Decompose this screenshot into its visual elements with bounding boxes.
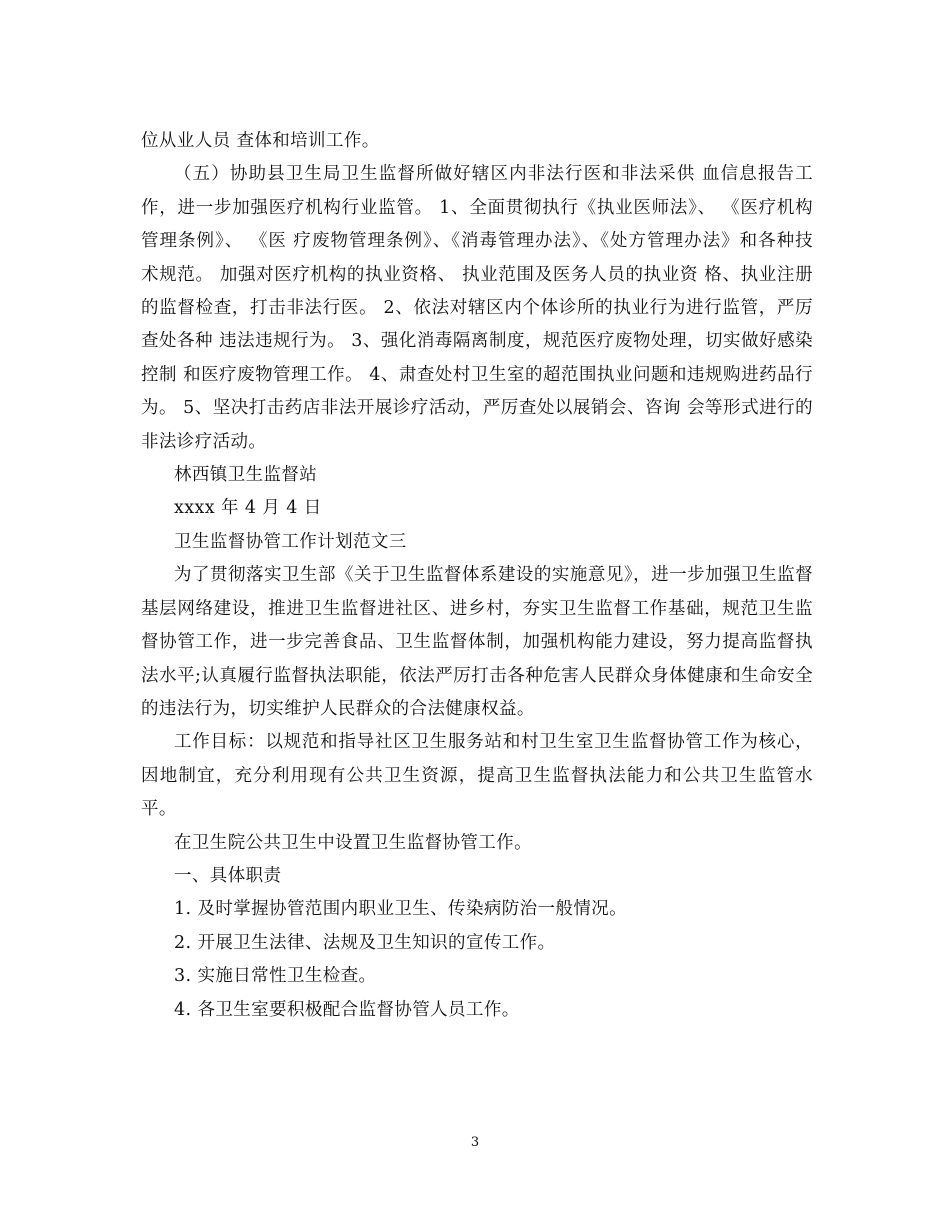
paragraph-work-goal: 工作目标：以规范和指导社区卫生服务站和村卫生室卫生监督协管工作为核心，因地制宜，充分利用现有公共卫生资源，提高卫生监督执法能力和公共卫生监管水平。 — [141, 732, 813, 820]
signature-date: xxxx 年 4 月 4 日 — [174, 498, 322, 519]
signature-organization: 林西镇卫生监督站 — [174, 465, 318, 486]
paragraph-section-five: （五）协助县卫生局卫生监督所做好辖区内非法行医和非法采供 血信息报告工作，进一步加强医疗机构行业监管。 1、全面贯彻执行《执业医师法》、 《医疗机构管理条例》、 《医 疗废物管理条例》、《消毒管理办法》、《处方管理办法》和各种技 术规范。 加强对医疗机构的执业资格、 执业范围及医务人员的执业资 格、执业注册的监督检查，打击非法行医。 2、依法对辖区内个体诊所的执业行为进行监管，严厉查处各种 违法违规行为。 3、强化消毒隔离制度，规范医疗废物处理，切实做好感染控制 和医疗废物管理工作。 4、肃查处村卫生室的超范围执业问题和违规购进药品行为。 5、坚决打击药店非法开展诊疗活动，严厉查处以展销会、咨询 会等形式进行的非法诊疗活动。 — [141, 164, 813, 452]
subheading-duties: 一、具体职责 — [174, 865, 282, 886]
list-item-duty-4: 4. 各卫生室要积极配合监督协管人员工作。 — [174, 999, 520, 1020]
list-item-duty-3: 3. 实施日常性卫生检查。 — [174, 966, 377, 987]
document-body — [141, 125, 813, 1027]
list-item-duty-2: 2. 开展卫生法律、法规及卫生知识的宣传工作。 — [174, 932, 556, 953]
paragraph-setup: 在卫生院公共卫生中设置卫生监督协管工作。 — [174, 832, 532, 853]
list-item-duty-1: 1. 及时掌握协管范围内职业卫生、传染病防治一般情况。 — [174, 899, 628, 920]
section-heading: 卫生监督协管工作计划范文三 — [174, 531, 407, 552]
paragraph-continuation: 位从业人员 查体和培训工作。 — [141, 131, 380, 151]
page-number: 3 — [470, 1135, 480, 1150]
paragraph-intro: 为了贯彻落实卫生部《关于卫生监督体系建设的实施意见》，进一步加强卫生监督基层网络建设，推进卫生监督进社区、进乡村，夯实卫生监督工作基础，规范卫生监督协管工作，进一步完善食品、卫生监督体制，加强机构能力建设，努力提高监督执法水平;认真履行监督执法职能，依法严厉打击各种危害人民群众身体健康和生命安全的违法行为，切实维护人民群众的合法健康权益。 — [141, 565, 813, 719]
